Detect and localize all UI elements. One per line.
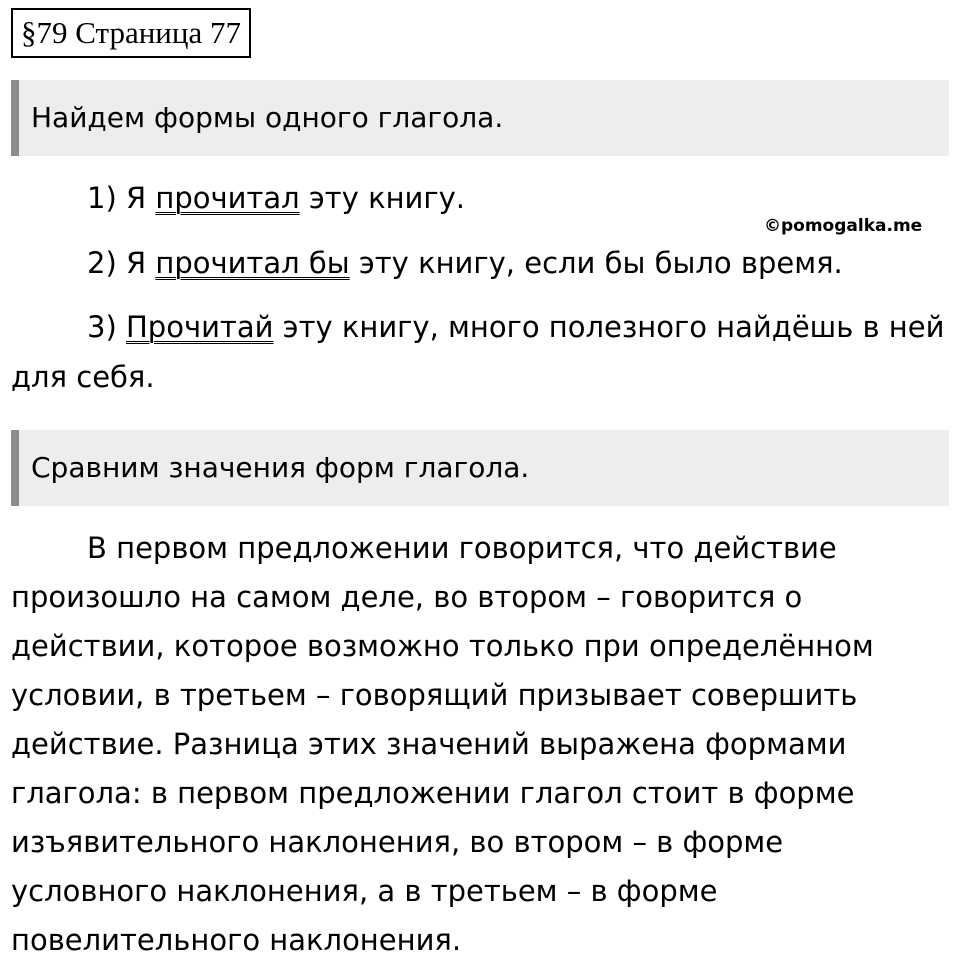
paragraph-line: условии, в третьем – говорящий призывает совершить — [11, 678, 858, 712]
example-rest: эту книгу, много полезного найдёшь в ней — [273, 310, 945, 344]
section-heading-forms — [11, 80, 949, 156]
explanation-paragraph — [11, 524, 951, 965]
example-sentence-3-continuation: для себя. — [11, 360, 155, 394]
example-rest: эту книгу, если бы было время. — [349, 246, 843, 280]
example-number: 1) Я — [87, 181, 156, 215]
section-heading-text: Сравним значения форм глагола. — [31, 451, 530, 484]
verb-underlined: прочитал бы — [155, 246, 350, 280]
section-heading-meanings — [11, 430, 949, 506]
watermark: ©pomogalka.me — [764, 216, 923, 236]
paragraph-line: изъявительного наклонения, во втором – в форме — [11, 825, 784, 859]
verb-underlined: Прочитай — [125, 310, 274, 344]
example-sentence-1 — [87, 178, 465, 218]
example-sentence-3 — [87, 307, 944, 347]
section-heading-text: Найдем формы одного глагола. — [31, 101, 504, 134]
page-label: §79 Страница 77 — [11, 8, 251, 58]
paragraph-line: действие. Разница этих значений выражена формами — [11, 727, 847, 761]
paragraph-line: повелительного наклонения. — [11, 923, 462, 957]
paragraph-line: произошло на самом деле, во втором – говорится о — [11, 580, 803, 614]
verb-underlined: прочитал — [155, 181, 300, 215]
example-sentence-2 — [87, 243, 843, 283]
paragraph-line: условного наклонения, а в третьем – в форме — [11, 874, 718, 908]
paragraph-line: глагола: в первом предложении глагол стоит в форме — [11, 776, 855, 810]
example-rest: эту книгу. — [299, 181, 466, 215]
example-number: 3) — [87, 310, 126, 344]
paragraph-line: В первом предложении говорится, что действие — [87, 531, 837, 565]
example-number: 2) Я — [87, 246, 156, 280]
paragraph-line: действии, которое возможно только при определённом — [11, 629, 874, 663]
